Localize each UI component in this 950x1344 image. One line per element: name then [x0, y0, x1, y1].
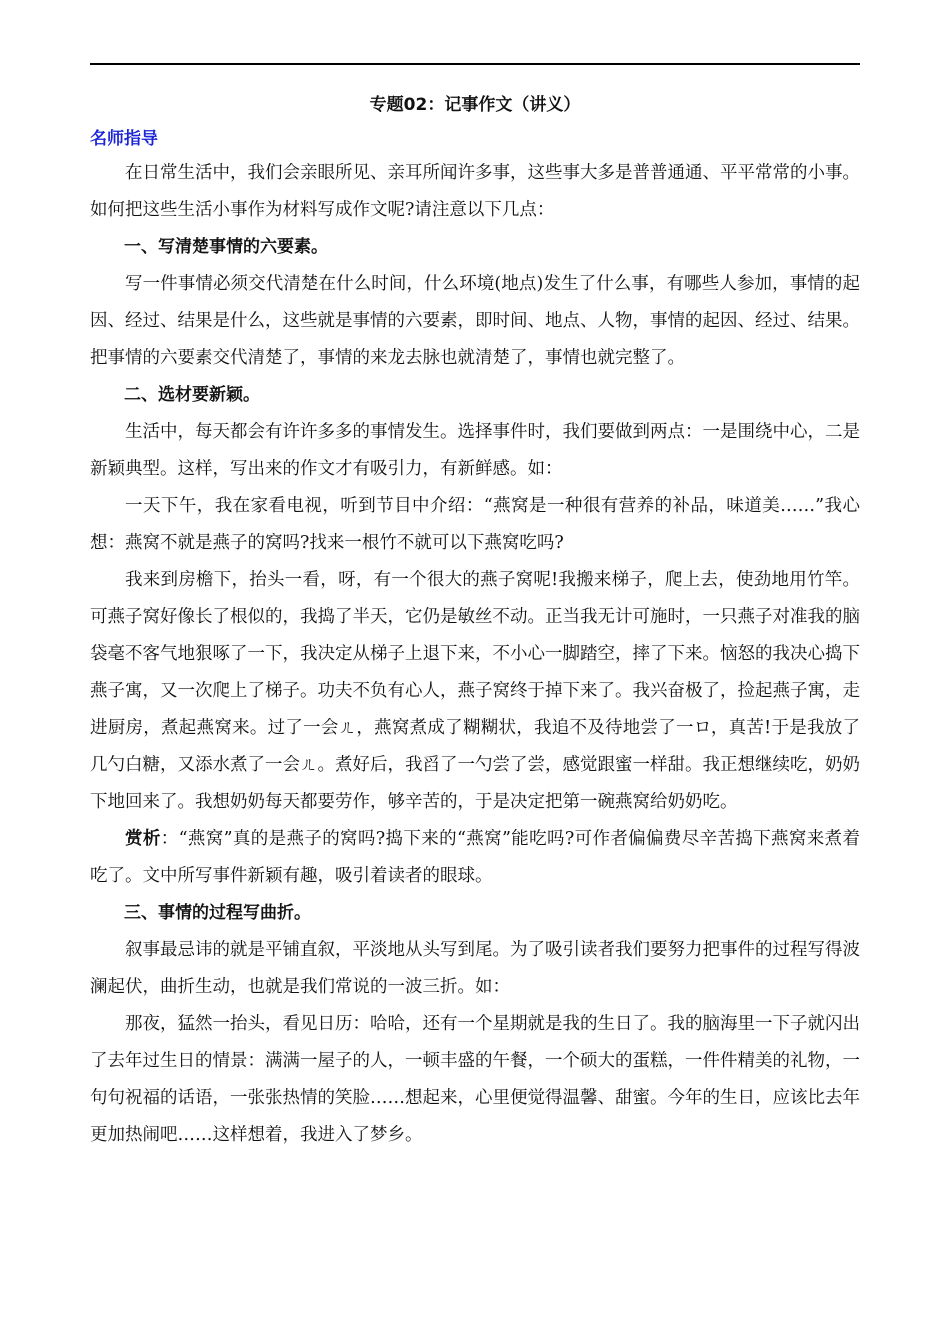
analysis-paragraph [90, 821, 860, 895]
analysis-text: ：“燕窝”真的是燕子的窝吗?捣下来的“燕窝”能吃吗?可作者偏偏费尽辛苦捣下燕窝来煮着吃了。文中所写事件新颖有趣，吸引着读者的眼球。 [90, 829, 860, 886]
header-rule [90, 63, 860, 65]
point-3-heading: 三、事情的过程写曲折。 [124, 903, 311, 923]
point-3-paragraph: 叙事最忌讳的就是平铺直叙，平淡地从头写到尾。为了吸引读者我们要努力把事件的过程写得波澜起伏，曲折生动，也就是我们常说的一波三折。如： [90, 940, 860, 997]
point-2-heading: 二、选材要新颖。 [124, 385, 260, 405]
point-1-paragraph: 写一件事情必须交代清楚在什么时间，什么环境(地点)发生了什么事，有哪些人参加，事情的起因、经过、结果是什么，这些就是事情的六要素，即时间、地点、人物，事情的起因、经过、结果。把事情的六要素交代清楚了，事情的来龙去脉也就清楚了，事情也就完整了。 [90, 274, 860, 368]
point-2-paragraph: 生活中，每天都会有许许多多的事情发生。选择事件时，我们要做到两点：一是围绕中心，二是新颖典型。这样，写出来的作文才有吸引力，有新鲜感。如： [90, 422, 860, 479]
document-body [90, 88, 860, 1154]
page-title: 专题02：记事作文（讲义） [369, 95, 581, 115]
section-label-teacher-guide: 名师指导 [90, 129, 158, 149]
example-1-paragraph-1: 一天下午，我在家看电视，听到节目中介绍：“燕窝是一种很有营养的补品，味道美……”我心想：燕窝不就是燕子的窝吗?找来一根竹不就可以下燕窝吃吗? [90, 496, 860, 553]
analysis-label: 赏析 [125, 829, 161, 849]
intro-paragraph: 在日常生活中，我们会亲眼所见、亲耳所闻许多事，这些事大多是普普通通、平平常常的小事。如何把这些生活小事作为材料写成作文呢?请注意以下几点： [90, 163, 860, 220]
example-1-paragraph-2: 我来到房檐下，抬头一看，呀，有一个很大的燕子窝呢!我搬来梯子，爬上去，使劲地用竹竿。可燕子窝好像长了根似的，我捣了半天，它仍是敏丝不动。正当我无计可施时，一只燕子对准我的脑袋毫不客气地狠啄了一下，我决定从梯子上退下来，不小心一脚踏空，摔了下来。恼怒的我决心捣下燕子寓，又一次爬上了梯子。功夫不负有心人，燕子窝终于掉下来了。我兴奋极了，捡起燕子寓，走进厨房，煮起燕窝来。过了一会ㄦ，燕窝煮成了糊糊状，我追不及待地尝了一ロ，真苦!于是我放了几勺白糖，又添水煮了一会ㄦ。煮好后，我舀了一勺尝了尝，感觉跟蜜一样甜。我正想继续吃，奶奶下地回来了。我想奶奶每天都要劳作，够辛苦的，于是决定把第一碗燕窝给奶奶吃。 [90, 570, 860, 812]
point-1-heading: 一、写清楚事情的六要素。 [124, 237, 328, 257]
example-2-paragraph-1: 那夜，猛然一抬头，看见日历：哈哈，还有一个星期就是我的生日了。我的脑海里一下子就闪出了去年过生日的情景：满满一屋子的人，一顿丰盛的午餐，一个硕大的蛋糕，一件件精美的礼物，一句句祝福的话语，一张张热情的笑脸……想起来，心里便觉得温馨、甜蜜。今年的生日，应该比去年更加热闹吧……这样想着，我进入了梦乡。 [90, 1014, 860, 1145]
